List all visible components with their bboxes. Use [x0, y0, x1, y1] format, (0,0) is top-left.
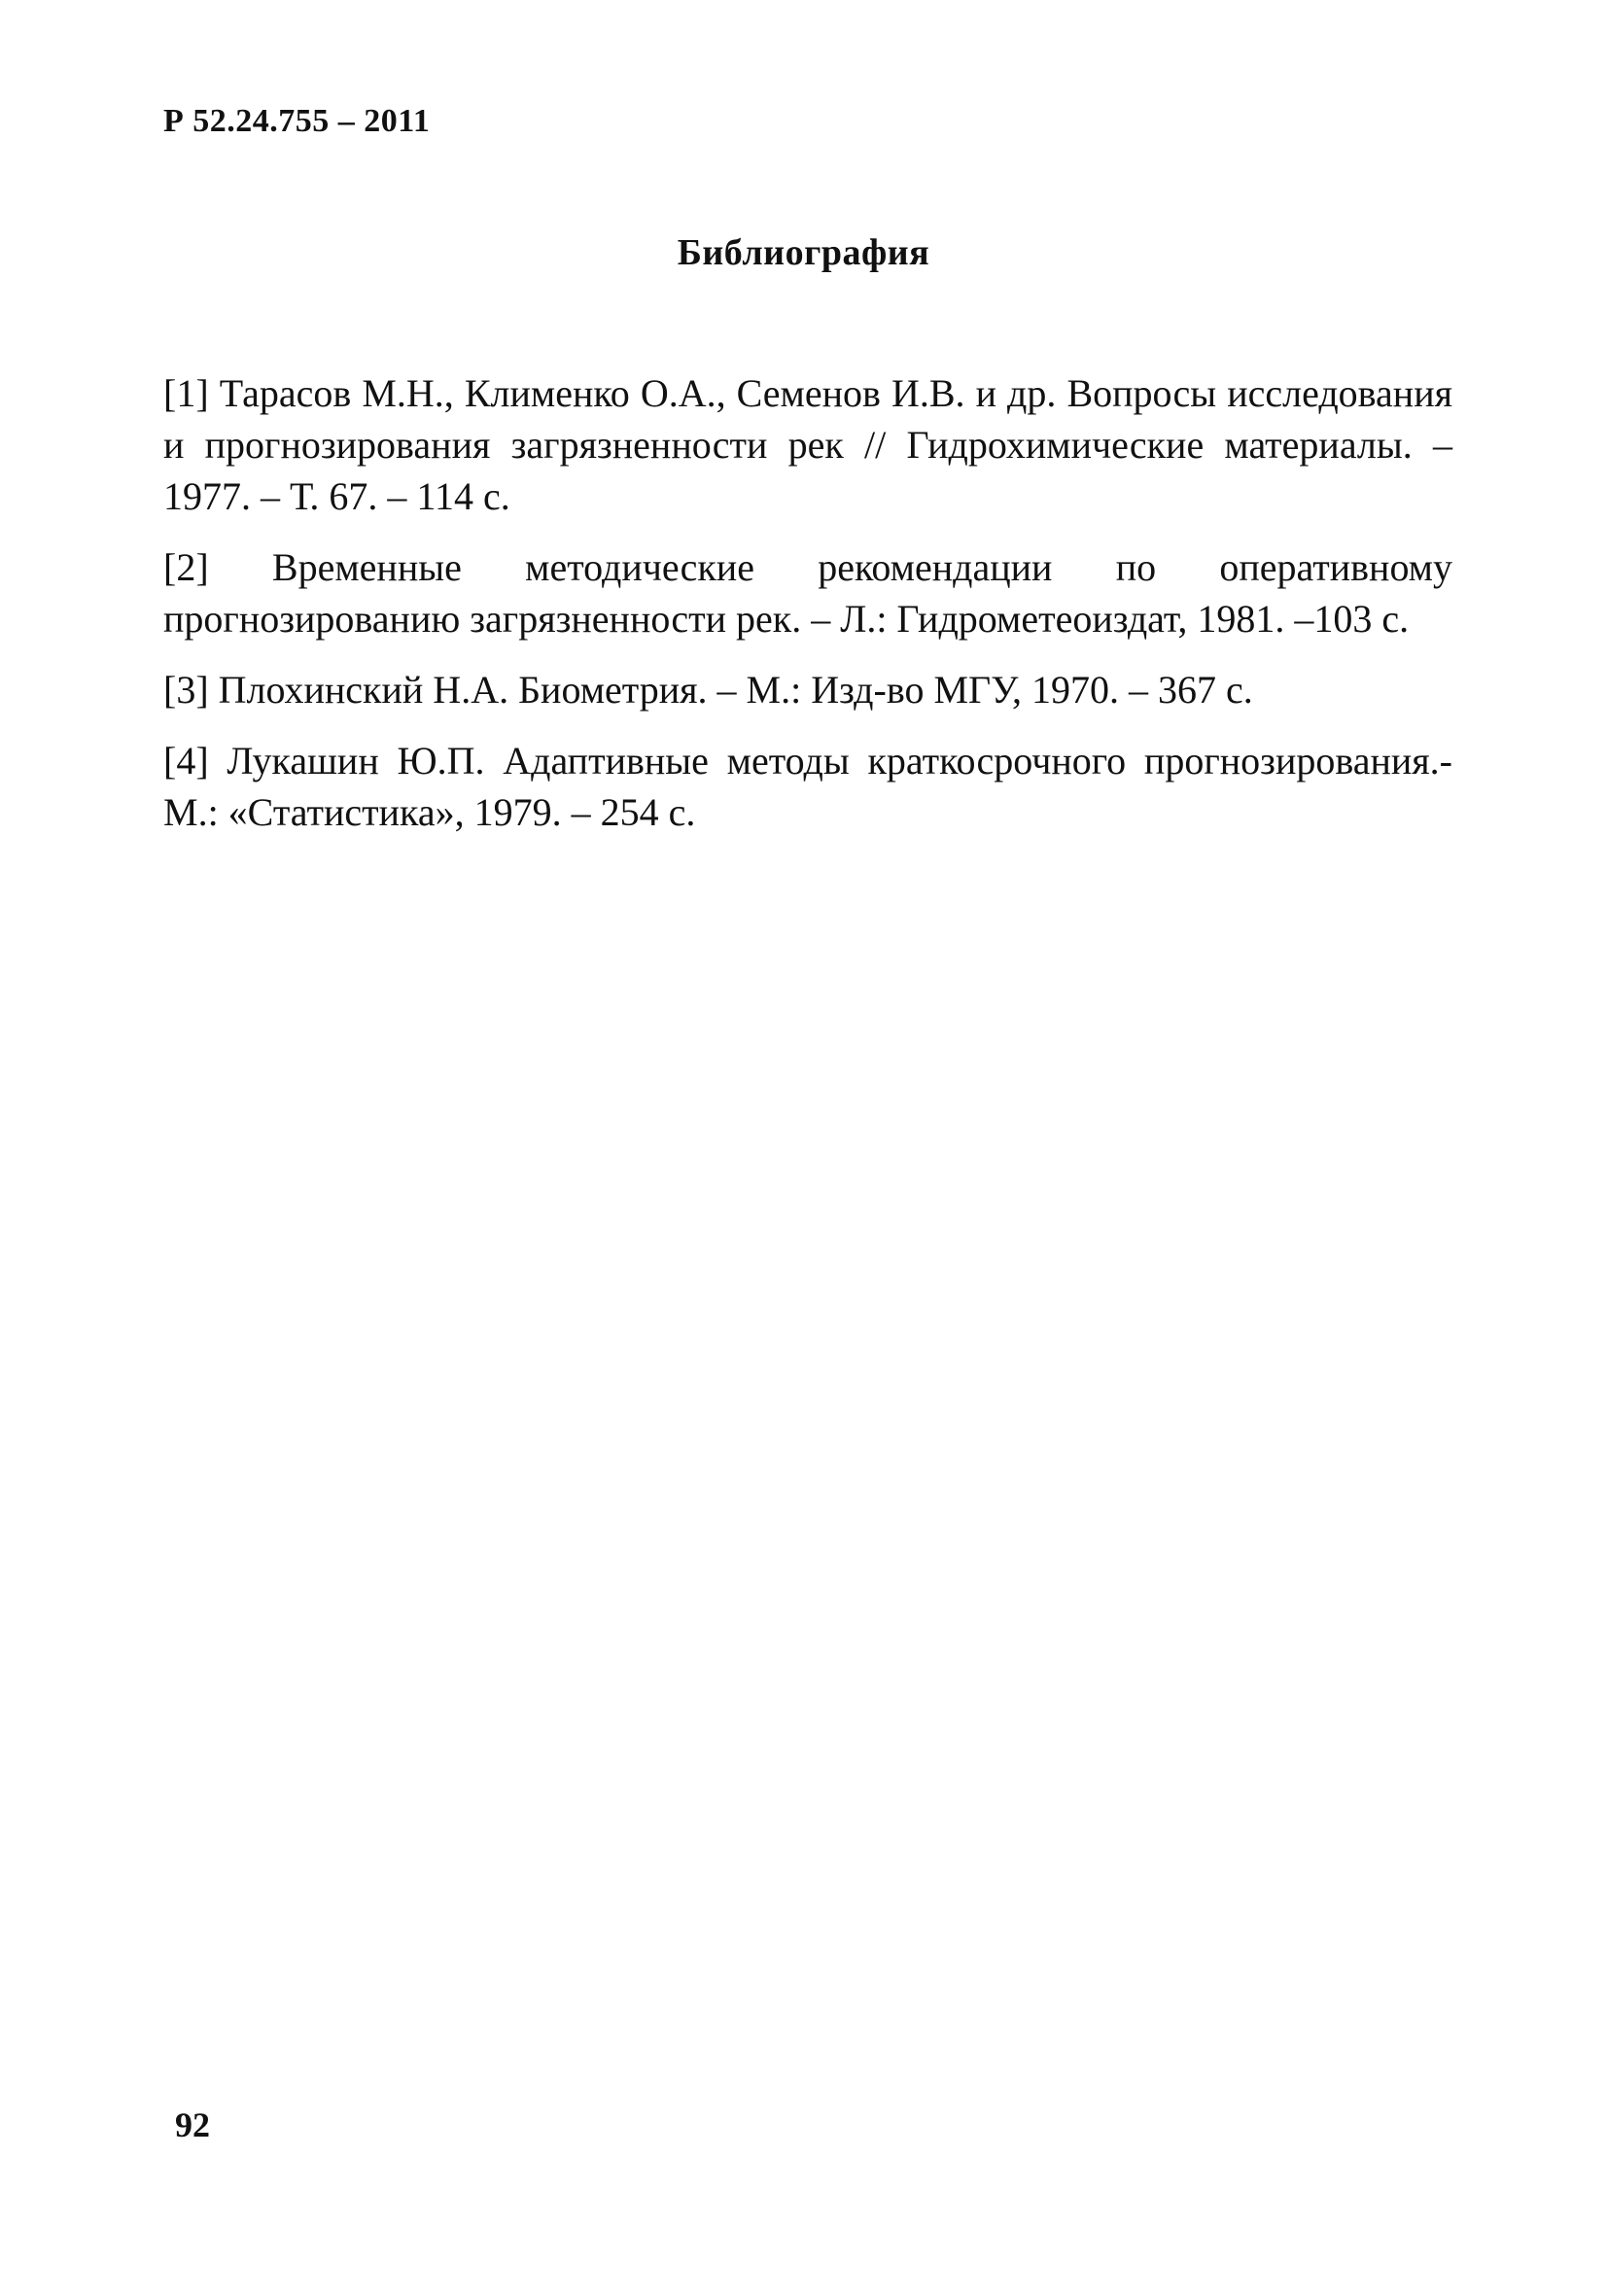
document-code: Р 52.24.755 – 2011 [163, 103, 431, 139]
page-number: 92 [175, 2105, 210, 2144]
reference-item-3: [3] Плохинский Н.А. Биометрия. – М.: Изд-во МГУ, 1970. – 367 с. [163, 668, 1253, 712]
section-title: Библиография [677, 232, 930, 273]
reference-item-1: [1] Тарасов М.Н., Клименко О.А., Семенов И.В. и др. Вопросы исследования и прогнозирования загрязненности рек // Гидрохимические материалы. – 1977. – Т. 67. – 114 с. [163, 371, 1452, 518]
reference-list [163, 367, 1452, 857]
reference-item-4: [4] Лукашин Ю.П. Адаптивные методы краткосрочного прогнозирования.- М.: «Статистика», 1979. – 254 с. [163, 739, 1452, 834]
reference-item-2: [2] Временные методические рекомендации по оперативному прогнозированию загрязненности рек. – Л.: Гидрометеоиздат, 1981. –103 с. [163, 545, 1452, 641]
